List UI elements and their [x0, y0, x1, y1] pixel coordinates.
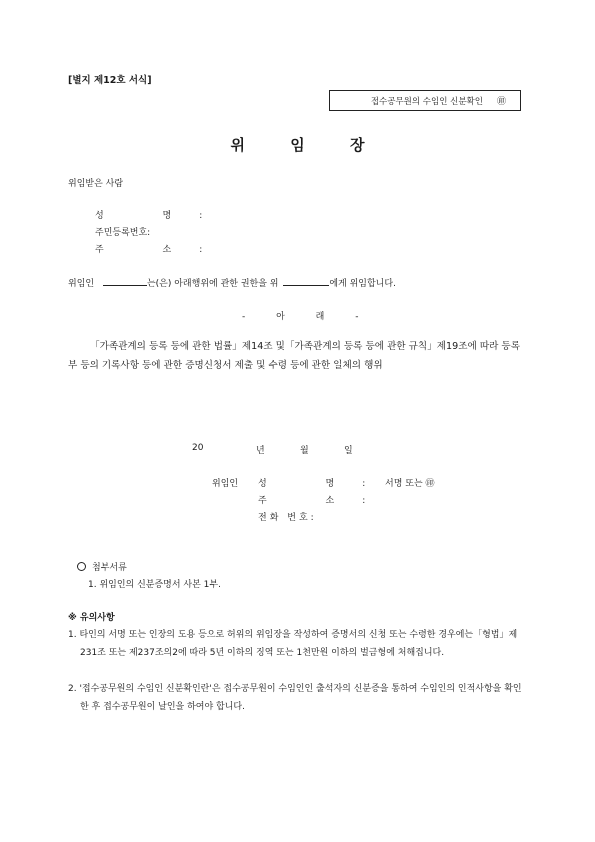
- delegator-label: 위임인: [212, 479, 239, 489]
- date-year-prefix: 20: [192, 443, 204, 453]
- delegator-blank: [103, 276, 147, 286]
- date-year-label: 년: [256, 446, 265, 456]
- note-item-2: 2. '접수공무원의 수임인 신분확인란'은 접수공무원이 수임인인 출석자의 신분증을 통하여 수임인의 인적사항을 확인한 후 접수공무원이 날인을 하여야 합니다.: [68, 684, 522, 712]
- delegate-rrn-label: 주민등록번호:: [95, 228, 151, 238]
- verification-text: 접수공무원의 수임인 신분확인: [370, 96, 483, 107]
- body-paragraph: 「가족관계의 등록 등에 관한 법률」제14조 및「가족관계의 등록 등에 관한 규칙」제19조에 따라 등록부 등의 기록사항 등에 관한 증명신청서 제출 및 수령 등에 관한 일체의 행위: [68, 341, 520, 371]
- delegator-phone-label: 전화 번호:: [258, 513, 317, 523]
- delegate-name-label: 성 명:: [95, 211, 231, 221]
- notes-heading: ※ 유의사항: [68, 613, 115, 623]
- seal-mark: ㊞: [496, 97, 506, 107]
- attachment-item: 1. 위임인의 신분증명서 사본 1부.: [88, 580, 221, 590]
- delegator-name-label: 성 명:: [258, 479, 394, 489]
- delegate-heading: 위임받은 사람: [68, 179, 124, 189]
- delegation-sentence: 위임인 는(은) 아래행위에 관한 권한을 위 에게 위임합니다.: [68, 276, 396, 289]
- below-marker: - 아 래 -: [242, 312, 359, 322]
- circle-bullet-icon: [77, 562, 86, 571]
- verification-box: [329, 90, 521, 111]
- document-title: 위 임 장: [230, 136, 385, 154]
- delegate-blank: [283, 276, 329, 286]
- note-item-1: 1. 타인의 서명 또는 인장의 도용 등으로 허위의 위임장을 작성하여 증명서의 신청 또는 수령한 경우에는「형법」제231조 또는 제237조의2에 따라 5년 이하의 징역 또는 1천만원 이하의 벌금형에 처해집니다.: [68, 630, 518, 658]
- attachments-heading: 첨부서류: [77, 560, 127, 573]
- delegator-sign-label: 서명 또는 ㊞: [385, 479, 435, 489]
- delegator-address-label: 주 소:: [258, 496, 394, 506]
- form-number: [별지 제12호 서식]: [68, 75, 152, 86]
- delegate-address-label: 주 소:: [95, 245, 231, 255]
- date-month-label: 월: [300, 446, 309, 456]
- date-day-label: 일: [344, 446, 353, 456]
